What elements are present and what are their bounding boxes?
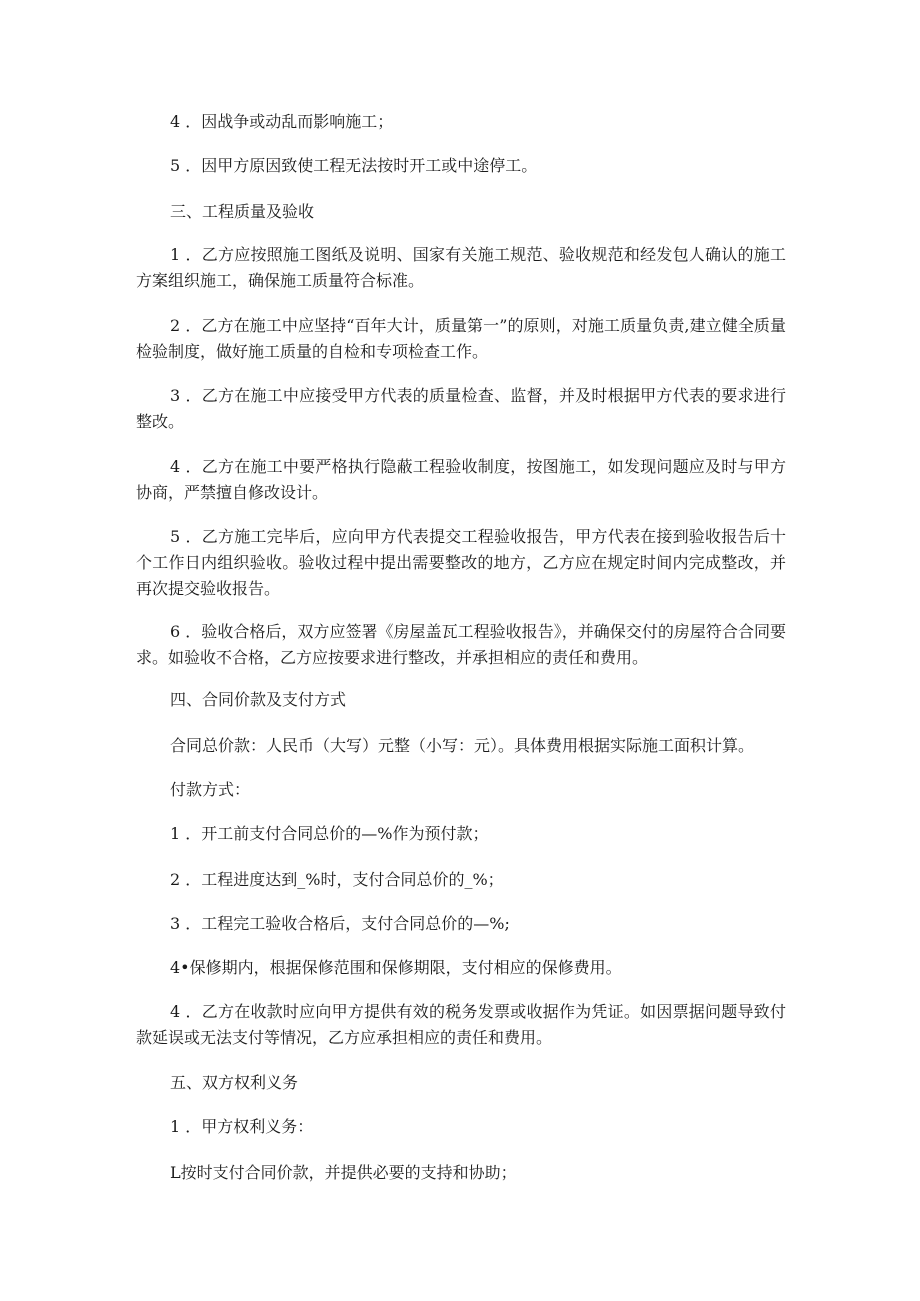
paragraph-party-a-rights: 1 ．甲方权利义务：	[170, 1117, 314, 1136]
section-heading-payment: 四、合同价款及支付方式	[170, 690, 347, 709]
paragraph-quality-2: 2 ．乙方在施工中应坚持“百年大计，质量第一”的原则，对施工质量负责,建立健全质量检验制度，做好施工质量的自检和专项检查工作。	[136, 316, 786, 361]
paragraph-invoice: 4 ．乙方在收款时应向甲方提供有效的税务发票或收据作为凭证。如因票据问题导致付款延误或无法支付等情况，乙方应承担相应的责任和费用。	[136, 1002, 786, 1047]
paragraph-quality-3: 3 ．乙方在施工中应接受甲方代表的质量检查、监督，并及时根据甲方代表的要求进行整改。	[136, 386, 786, 431]
paragraph-payment-4: 4•保修期内，根据保修范围和保修期限，支付相应的保修费用。	[170, 958, 622, 977]
paragraph-quality-5: 5 ．乙方施工完毕后，应向甲方代表提交工程验收报告，甲方代表在接到验收报告后十个工作日内组织验收。验收过程中提出需要整改的地方，乙方应在规定时间内完成整改，并再次提交验收报告。	[136, 527, 786, 598]
paragraph-payment-2: 2 ．工程进度达到_%时，支付合同总价的_%；	[170, 870, 504, 889]
paragraph-payment-method: 付款方式：	[170, 780, 251, 799]
paragraph-quality-6: 6 ．验收合格后，双方应签署《房屋盖瓦工程验收报告》，并确保交付的房屋符合合同要求。如验收不合格，乙方应按要求进行整改，并承担相应的责任和费用。	[136, 622, 786, 667]
paragraph-quality-4: 4 ．乙方在施工中要严格执行隐蔽工程验收制度，按图施工，如发现问题应及时与甲方协商，严禁擅自修改设计。	[136, 457, 786, 502]
paragraph-item-5: 5 ．因甲方原因致使工程无法按时开工或中途停工。	[170, 156, 538, 175]
paragraph-quality-1: 1 ．乙方应按照施工图纸及说明、国家有关施工规范、验收规范和经发包人确认的施工方案组织施工，确保施工质量符合标准。	[136, 245, 786, 290]
paragraph-party-a-item-1: L按时支付合同价款，并提供必要的支持和协助；	[170, 1163, 517, 1182]
paragraph-total-price: 合同总价款：人民币（大写）元整（小写：元）。具体费用根据实际施工面积计算。	[170, 736, 755, 755]
section-heading-rights: 五、双方权利义务	[170, 1073, 299, 1092]
section-heading-quality: 三、工程质量及验收	[170, 202, 315, 221]
paragraph-payment-1: 1 ．开工前支付合同总价的—%作为预付款；	[170, 824, 489, 843]
paragraph-payment-3: 3 ．工程完工验收合格后，支付合同总价的—%;	[170, 914, 510, 933]
paragraph-item-4: 4 ．因战争或动乱而影响施工；	[170, 112, 394, 131]
